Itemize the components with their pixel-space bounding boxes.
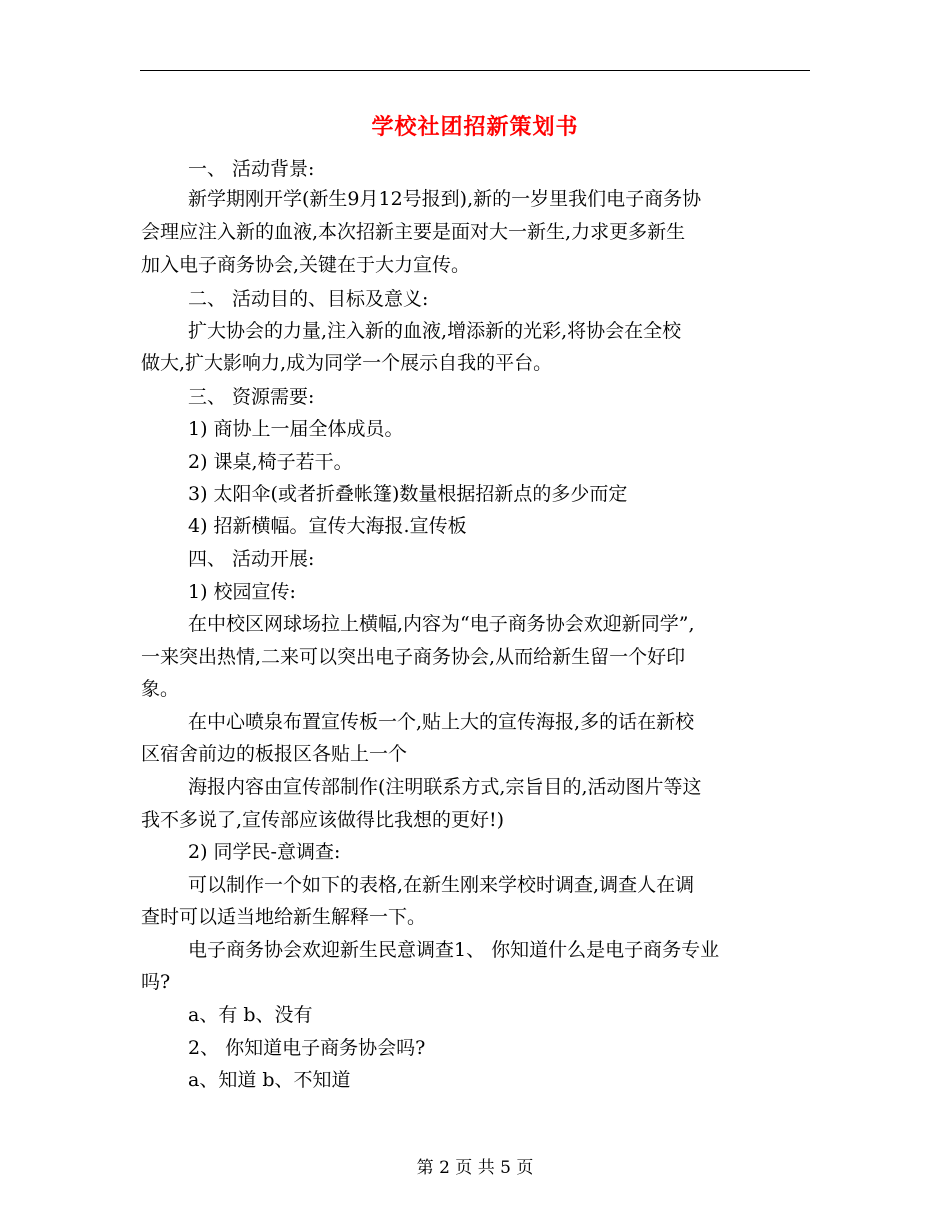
list-item: 4) 招新横幅。宣传大海报.宣传板 [188, 515, 467, 537]
paragraph-line: 电子商务协会欢迎新生民意调查1、 你知道什么是电子商务专业 [188, 939, 720, 961]
paragraph-line: 做大,扩大影响力,成为同学一个展示自我的平台。 [141, 352, 553, 374]
section-heading-purpose: 二、 活动目的、目标及意义: [188, 288, 429, 310]
list-item: 1) 校园宣传: [188, 581, 296, 603]
paragraph-line: 在中心喷泉布置宣传板一个,贴上大的宣传海报,多的话在新校 [188, 711, 695, 733]
page-number-footer: 第 2 页 共 5 页 [416, 1158, 534, 1178]
paragraph-line: 在中校区网球场拉上横幅,内容为“电子商务协会欢迎新同学”, [188, 613, 695, 635]
document-title: 学校社团招新策划书 [371, 114, 579, 140]
paragraph-line: 扩大协会的力量,注入新的血液,增添新的光彩,将协会在全校 [188, 320, 682, 342]
survey-option: a、知道 b、不知道 [188, 1069, 351, 1091]
list-item: 2) 课桌,椅子若干。 [188, 451, 353, 473]
section-heading-background: 一、 活动背景: [188, 158, 315, 180]
header-rule [140, 70, 810, 71]
list-item: 3) 太阳伞(或者折叠帐篷)数量根据招新点的多少而定 [188, 483, 628, 505]
paragraph-line: 新学期刚开学(新生9月12号报到),新的一岁里我们电子商务协 [188, 188, 702, 210]
paragraph-line: 我不多说了,宣传部应该做得比我想的更好!) [141, 809, 505, 831]
paragraph-line: 查时可以适当地给新生解释一下。 [141, 906, 427, 928]
paragraph-line: 一来突出热情,二来可以突出电子商务协会,从而给新生留一个好印 [141, 646, 686, 668]
survey-question: 2、 你知道电子商务协会吗? [188, 1037, 426, 1059]
section-heading-resources: 三、 资源需要: [188, 386, 315, 408]
paragraph-line: 吗? [141, 971, 171, 993]
list-item: 2) 同学民-意调查: [188, 841, 341, 863]
survey-option: a、有 b、没有 [188, 1004, 313, 1026]
paragraph-line: 象。 [141, 678, 180, 700]
paragraph-line: 海报内容由宣传部制作(注明联系方式,宗旨目的,活动图片等这 [188, 776, 702, 798]
paragraph-line: 区宿舍前边的板报区各贴上一个 [141, 743, 408, 765]
paragraph-line: 可以制作一个如下的表格,在新生刚来学校时调查,调查人在调 [188, 874, 695, 896]
section-heading-activities: 四、 活动开展: [188, 548, 315, 570]
paragraph-line: 会理应注入新的血液,本次招新主要是面对大一新生,力求更多新生 [141, 221, 686, 243]
list-item: 1) 商协上一届全体成员。 [188, 418, 404, 440]
paragraph-line: 加入电子商务协会,关键在于大力宣传。 [141, 254, 471, 276]
